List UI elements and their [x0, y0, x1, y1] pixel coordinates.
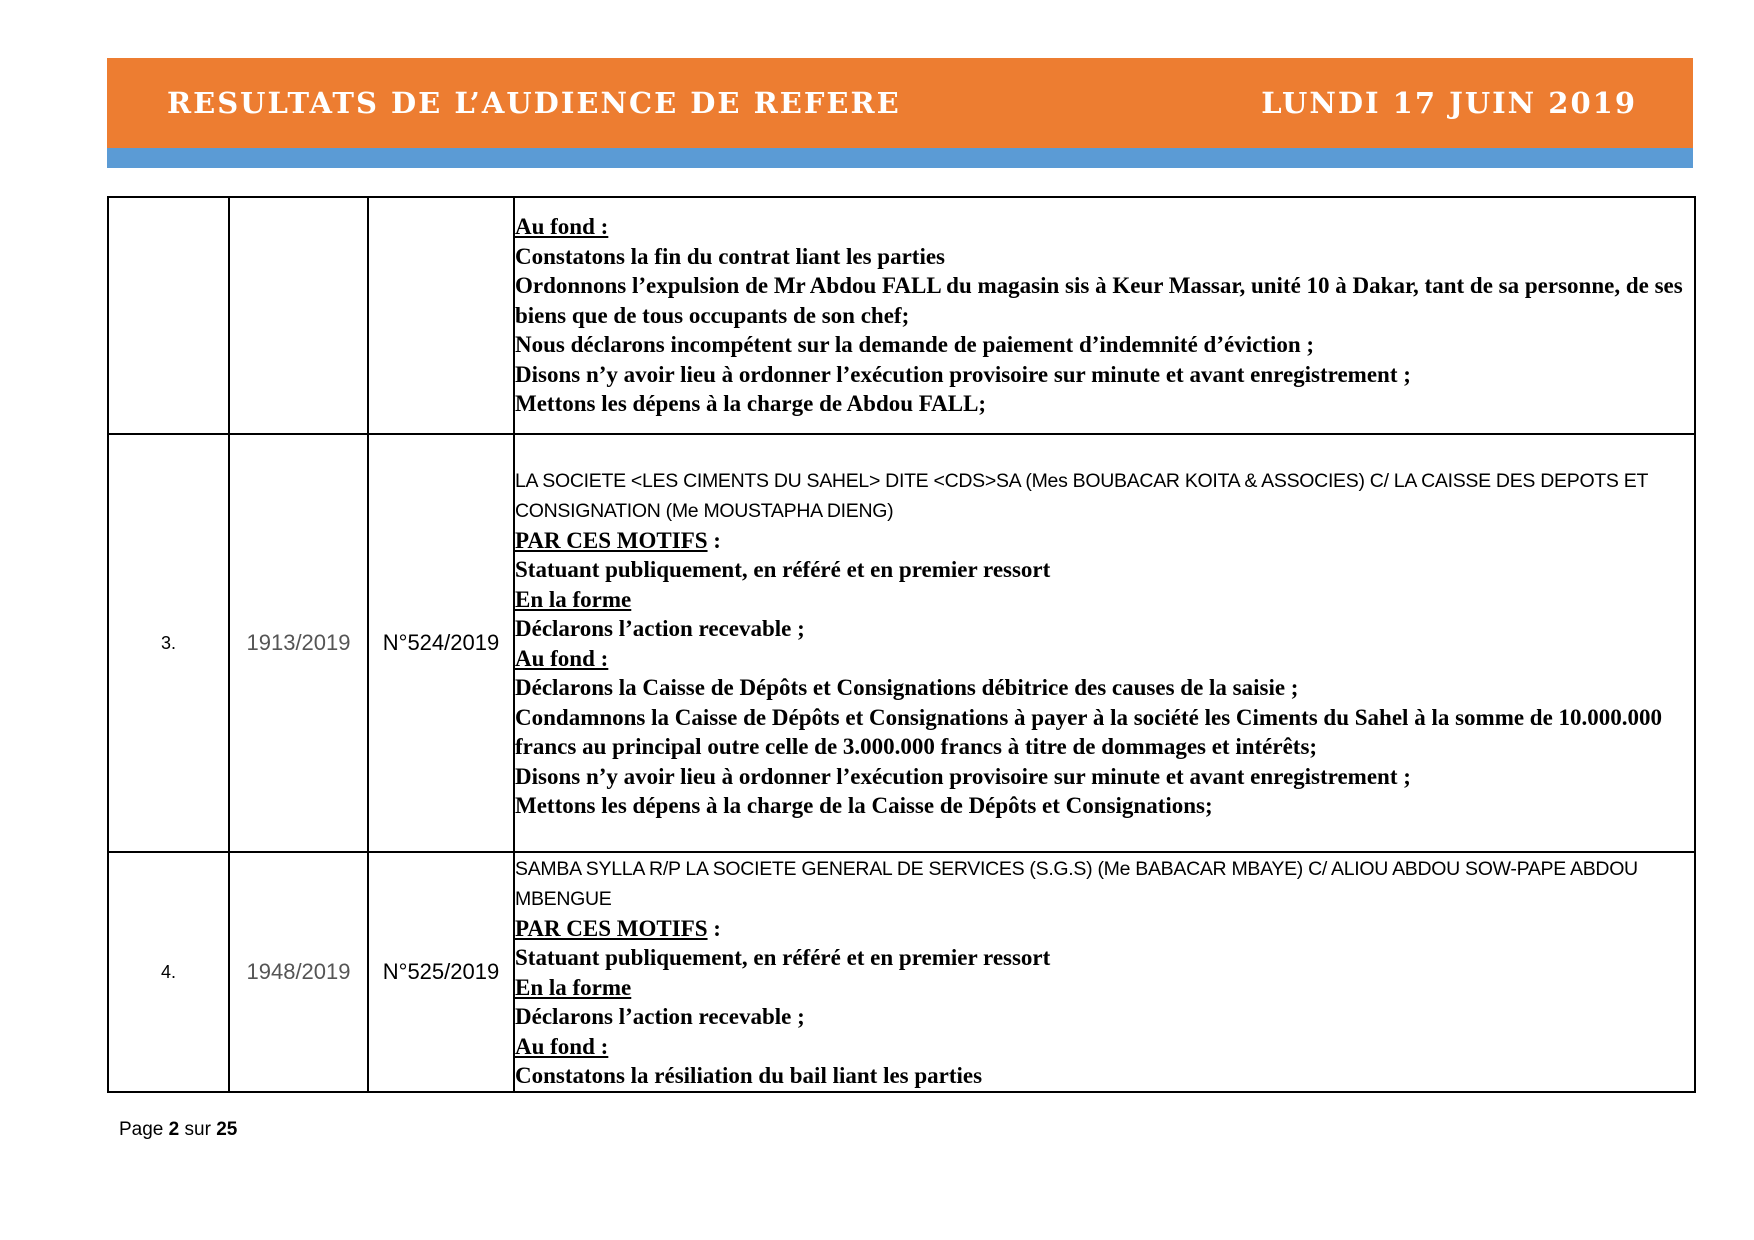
- ordonnance-cell: N°525/2019: [368, 852, 514, 1092]
- page-footer: [119, 1119, 237, 1141]
- header-banner: [107, 58, 1693, 148]
- table-row: [108, 852, 1695, 1092]
- current-page: 2: [168, 1119, 180, 1140]
- total-pages: 25: [216, 1119, 238, 1140]
- motifs-heading: PAR CES MOTIFS: [515, 915, 708, 941]
- repertoire-cell: 1913/2019: [229, 434, 368, 852]
- ordonnance-cell: N°524/2019: [368, 434, 514, 852]
- decision-line: Mettons les dépens à la charge de la Caisse de Dépôts et Consignations;: [515, 793, 1213, 818]
- decision-line: Ordonnons l’expulsion de Mr Abdou FALL du magasin sis à Keur Massar, unité 10 à Dakar, tant de sa personne, de ses biens que de tous occupants de son chef;: [515, 273, 1683, 328]
- decision-line: Statuant publiquement, en référé et en premier ressort: [515, 945, 1051, 970]
- table-row: [108, 197, 1695, 434]
- repertoire-cell: [229, 197, 368, 434]
- parties-text: LA SOCIETE <LES CIMENTS DU SAHEL> DITE <CDS>SA (Mes BOUBACAR KOITA & ASSOCIES) C/ LA CAISSE DES DEPOTS ET CONSIGNATION (Me MOUSTAPHA DIENG): [515, 469, 1648, 522]
- case-number-cell: [108, 197, 229, 434]
- section-heading: Au fond :: [515, 1033, 609, 1059]
- motifs-colon: :: [707, 527, 721, 553]
- case-number-cell: 3.: [108, 434, 229, 852]
- page-word: Page: [119, 1119, 164, 1140]
- decision-cell: [514, 434, 1695, 852]
- decision-line: Nous déclarons incompétent sur la demande de paiement d’indemnité d’éviction ;: [515, 332, 1315, 358]
- decision-cell: [514, 852, 1695, 1092]
- decision-line: Déclarons l’action recevable ;: [515, 1004, 805, 1029]
- decision-line: Statuant publiquement, en référé et en premier ressort: [515, 557, 1051, 582]
- decision-cell: [514, 197, 1695, 434]
- section-heading: En la forme: [515, 974, 632, 1000]
- decision-line: Constatons la fin du contrat liant les parties: [515, 243, 945, 269]
- decision-line: Mettons les dépens à la charge de Abdou FALL;: [515, 391, 987, 417]
- of-word: sur: [184, 1119, 211, 1140]
- hearing-date: LUNDI 17 JUIN 2019: [1261, 86, 1637, 120]
- motifs-heading: PAR CES MOTIFS: [515, 527, 708, 553]
- decision-line: Déclarons l’action recevable ;: [515, 616, 805, 641]
- section-heading: Au fond :: [515, 214, 609, 240]
- results-table: [107, 196, 1696, 1093]
- decision-line: Déclarons la Caisse de Dépôts et Consignations débitrice des causes de la saisie ;: [515, 675, 1299, 700]
- decision-line: Disons n’y avoir lieu à ordonner l’exécution provisoire sur minute et avant enregistrement ;: [515, 361, 1411, 387]
- motifs-colon: :: [707, 915, 721, 941]
- decision-line: Constatons la résiliation du bail liant les parties: [515, 1063, 983, 1088]
- decision-line: Disons n’y avoir lieu à ordonner l’exécution provisoire sur minute et avant enregistrement ;: [515, 763, 1411, 789]
- section-heading: En la forme: [515, 586, 632, 612]
- page-title: RESULTATS DE L’AUDIENCE DE REFERE: [167, 86, 901, 120]
- repertoire-cell: 1948/2019: [229, 852, 368, 1092]
- header-accent-stripe: [107, 148, 1693, 168]
- parties-text: SAMBA SYLLA R/P LA SOCIETE GENERAL DE SERVICES (S.G.S) (Me BABACAR MBAYE) C/ ALIOU ABDOU SOW-PAPE ABDOU MBENGUE: [515, 857, 1638, 910]
- ordonnance-cell: [368, 197, 514, 434]
- decision-line: Condamnons la Caisse de Dépôts et Consignations à payer à la société les Ciments du Sahel à la somme de 10.000.000 francs au principal outre celle de 3.000.000 francs à titre de dommages et intérêts;: [515, 704, 1663, 759]
- section-heading: Au fond :: [515, 645, 609, 671]
- case-number-cell: 4.: [108, 852, 229, 1092]
- table-row: [108, 434, 1695, 852]
